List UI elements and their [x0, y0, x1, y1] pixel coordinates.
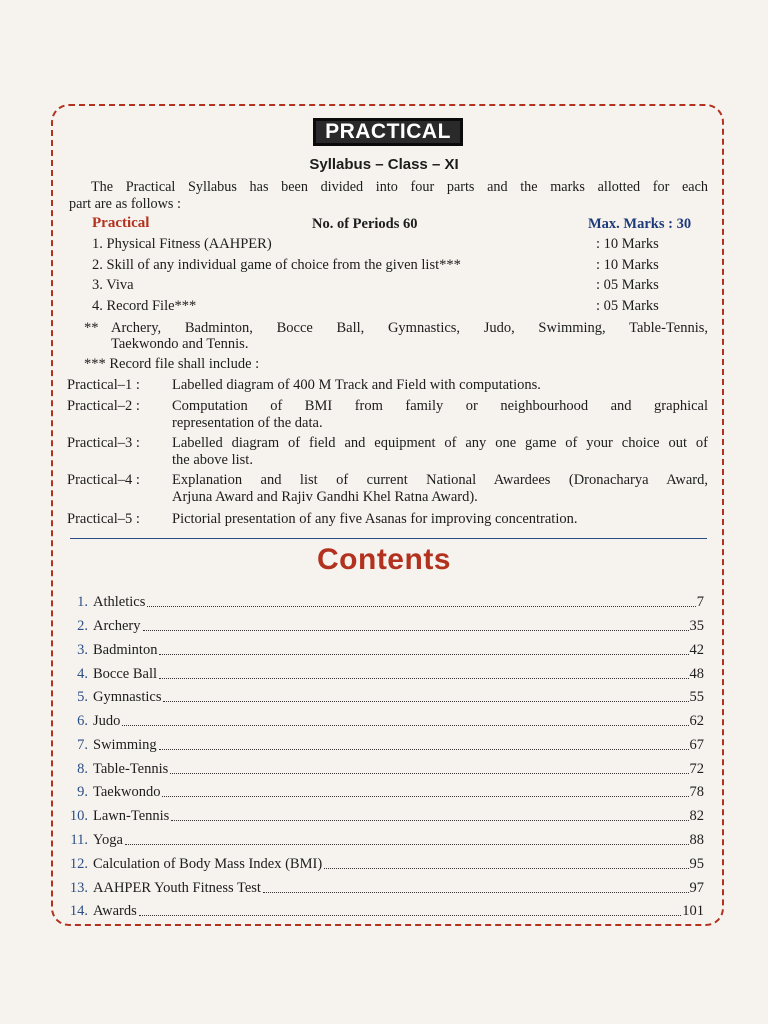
toc-entry	[63, 851, 704, 873]
toc-title: Taekwondo	[93, 784, 161, 800]
practical-banner-text: PRACTICAL	[325, 120, 451, 143]
practical-item-label: Practical–3 :	[67, 435, 140, 451]
toc-page-number: 88	[689, 832, 704, 848]
toc-number: 13.	[69, 880, 88, 896]
toc-number: 7.	[77, 737, 88, 753]
intro-line-1: The Practical Syllabus has been divided into four parts and the marks allotted for each	[91, 179, 708, 195]
practical-item-label: Practical–4 :	[67, 472, 140, 488]
toc-number: 14.	[69, 903, 88, 919]
practical-item-text-cont: Arjuna Award and Rajiv Gandhi Khel Ratna Award).	[172, 489, 478, 505]
toc-number: 9.	[77, 784, 88, 800]
toc-page-number: 62	[689, 713, 704, 729]
toc-title: Archery	[93, 618, 141, 634]
games-note-line-1: Archery, Badminton, Bocce Ball, Gymnastics, Judo, Swimming, Table-Tennis,	[111, 320, 708, 336]
toc-entry	[63, 637, 704, 659]
toc-entry	[63, 898, 704, 920]
toc-leader-dots	[147, 606, 695, 607]
toc-title: AAHPER Youth Fitness Test	[93, 880, 261, 896]
section-divider	[70, 538, 707, 539]
toc-page-number: 55	[689, 689, 704, 705]
record-file-note: *** Record file shall include :	[84, 356, 260, 372]
periods-label: No. of Periods 60	[312, 216, 418, 232]
toc-title: Awards	[93, 903, 137, 919]
toc-page-number: 42	[689, 642, 704, 658]
toc-page-number: 82	[689, 808, 704, 824]
part-marks: : 10 Marks	[596, 236, 659, 252]
syllabus-subtitle: Syllabus – Class – XI	[309, 156, 459, 173]
toc-entry	[63, 732, 704, 754]
toc-page-number: 35	[689, 618, 704, 634]
toc-entry	[63, 684, 704, 706]
toc-page-number: 97	[689, 880, 704, 896]
toc-leader-dots	[324, 868, 688, 869]
practical-banner	[313, 118, 463, 146]
practical-item-text: Pictorial presentation of any five Asanas for improving concentration.	[172, 511, 578, 527]
toc-number: 3.	[77, 642, 88, 658]
toc-title: Badminton	[93, 642, 158, 658]
toc-page-number: 95	[689, 856, 704, 872]
part-marks: : 10 Marks	[596, 257, 659, 273]
practical-item-text: Explanation and list of current National Awardees (Dronacharya Award,	[172, 472, 708, 488]
practical-item-text: Labelled diagram of 400 M Track and Field with computations.	[172, 377, 541, 393]
toc-leader-dots	[170, 773, 688, 774]
part-item: 1. Physical Fitness (AAHPER)	[92, 236, 272, 252]
games-note-marker: **	[84, 320, 99, 336]
toc-number: 11.	[70, 832, 88, 848]
toc-entry	[63, 827, 704, 849]
toc-leader-dots	[159, 678, 688, 679]
part-item: 4. Record File***	[92, 298, 197, 314]
toc-leader-dots	[139, 915, 681, 916]
toc-page-number: 78	[689, 784, 704, 800]
part-item: 3. Viva	[92, 277, 134, 293]
toc-entry	[63, 803, 704, 825]
toc-leader-dots	[159, 654, 688, 655]
toc-entry	[63, 589, 704, 611]
toc-leader-dots	[163, 701, 688, 702]
practical-label: Practical	[92, 215, 150, 231]
practical-item-label: Practical–5 :	[67, 511, 140, 527]
practical-item-text: Computation of BMI from family or neighbourhood and graphical	[172, 398, 708, 414]
toc-title: Yoga	[93, 832, 123, 848]
toc-entry	[63, 875, 704, 897]
toc-page-number: 67	[689, 737, 704, 753]
toc-number: 10.	[69, 808, 88, 824]
toc-number: 5.	[77, 689, 88, 705]
toc-number: 4.	[77, 666, 88, 682]
toc-page-number: 72	[689, 761, 704, 777]
practical-item-text: Labelled diagram of field and equipment of any one game of your choice out of	[172, 435, 708, 451]
max-marks-label: Max. Marks : 30	[588, 216, 692, 232]
toc-leader-dots	[143, 630, 689, 631]
games-note-line-2: Taekwondo and Tennis.	[111, 336, 249, 352]
toc-leader-dots	[159, 749, 689, 750]
practical-item-text-cont: the above list.	[172, 452, 253, 468]
part-marks: : 05 Marks	[596, 298, 659, 314]
toc-title: Gymnastics	[93, 689, 162, 705]
toc-title: Lawn-Tennis	[93, 808, 170, 824]
part-marks: : 05 Marks	[596, 277, 659, 293]
toc-title: Judo	[93, 713, 121, 729]
toc-leader-dots	[263, 892, 689, 893]
toc-leader-dots	[125, 844, 689, 845]
toc-number: 1.	[77, 594, 88, 610]
toc-entry	[63, 661, 704, 683]
toc-entry	[63, 779, 704, 801]
toc-title: Athletics	[93, 594, 146, 610]
toc-leader-dots	[122, 725, 688, 726]
toc-page-number: 7	[696, 594, 704, 610]
toc-number: 6.	[77, 713, 88, 729]
intro-line-2: part are as follows :	[69, 196, 181, 212]
toc-leader-dots	[171, 820, 688, 821]
toc-entry	[63, 708, 704, 730]
toc-title: Calculation of Body Mass Index (BMI)	[93, 856, 323, 872]
practical-item-label: Practical–2 :	[67, 398, 140, 414]
contents-heading: Contents	[317, 543, 451, 576]
toc-number: 8.	[77, 761, 88, 777]
toc-page-number: 48	[689, 666, 704, 682]
part-item: 2. Skill of any individual game of choice from the given list***	[92, 257, 461, 273]
toc-page-number: 101	[682, 903, 704, 919]
practical-item-label: Practical–1 :	[67, 377, 140, 393]
toc-number: 2.	[77, 618, 88, 634]
toc-leader-dots	[162, 796, 688, 797]
toc-title: Swimming	[93, 737, 157, 753]
toc-entry	[63, 756, 704, 778]
toc-title: Bocce Ball	[93, 666, 158, 682]
toc-entry	[63, 613, 704, 635]
toc-number: 12.	[69, 856, 88, 872]
toc-title: Table-Tennis	[93, 761, 169, 777]
practical-item-text-cont: representation of the data.	[172, 415, 323, 431]
